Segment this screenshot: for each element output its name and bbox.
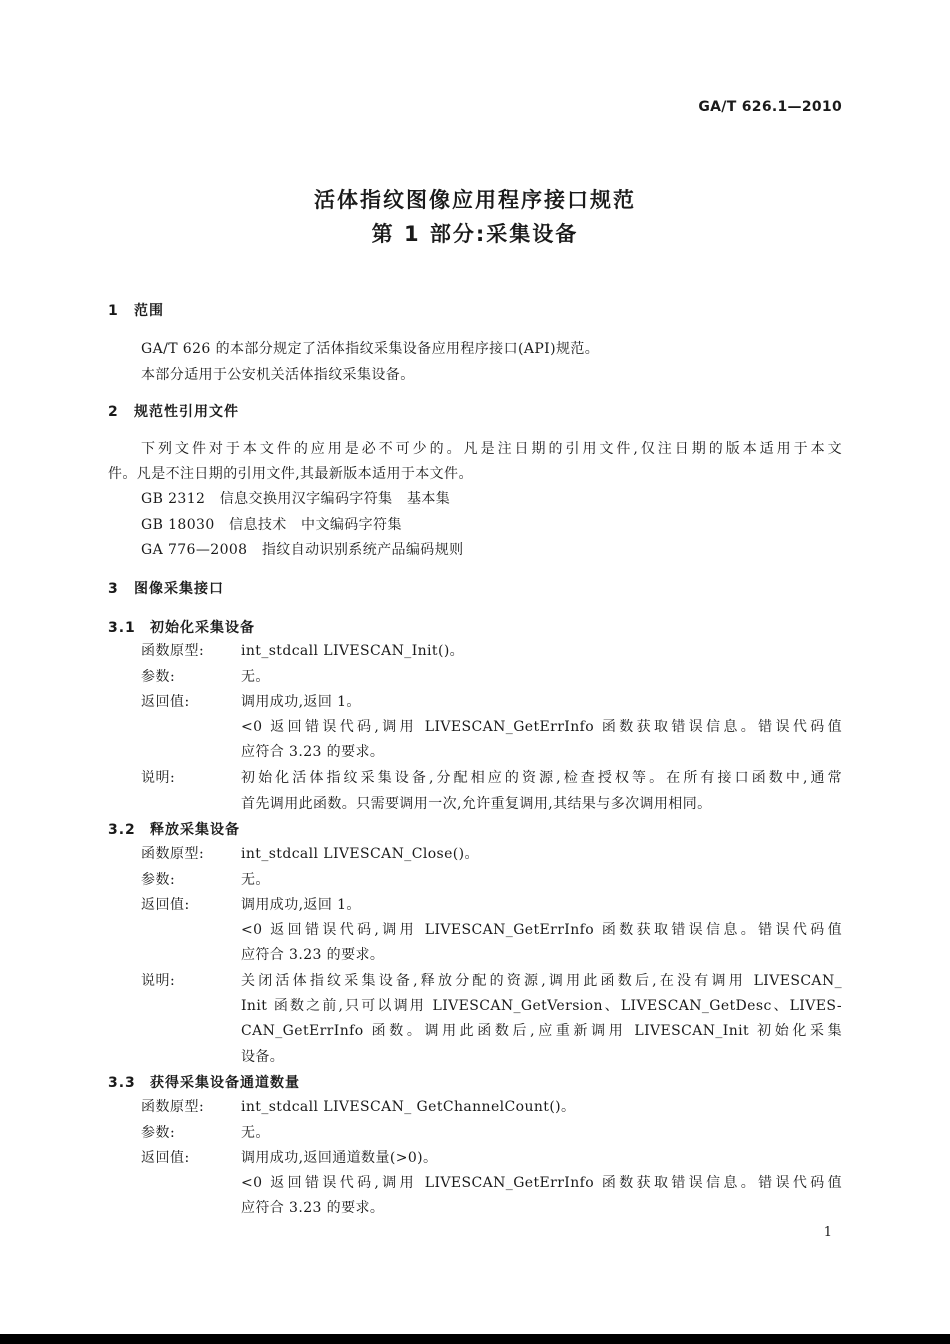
section-heading-2 <box>108 401 239 421</box>
page-bottom-border <box>0 1334 950 1344</box>
section-title: 图像采集接口 <box>134 581 224 597</box>
params-label: 参数: <box>141 669 176 685</box>
returns-label: 返回值: <box>141 1150 190 1166</box>
note-text: CAN_GetErrInfo 函数。调用此函数后,应重新调用 LIVESCAN_Init 初始化采集 <box>241 1023 842 1039</box>
returns-value: 调用成功,返回 1。 <box>241 897 361 913</box>
note-text: 设备。 <box>241 1049 285 1065</box>
document-title: 活体指纹图像应用程序接口规范 <box>314 188 636 212</box>
section-title: 释放采集设备 <box>150 822 240 838</box>
prototype-value: int_stdcall LIVESCAN_ GetChannelCount()。 <box>241 1099 576 1115</box>
params-value: 无。 <box>241 669 270 685</box>
section-heading-3 <box>108 578 224 598</box>
note-text: 关闭活体指纹采集设备,释放分配的资源,调用此函数后,在没有调用 LIVESCAN_ <box>241 973 842 989</box>
returns-value: <0 返回错误代码,调用 LIVESCAN_GetErrInfo 函数获取错误信息。错误代码值 <box>241 719 842 735</box>
standard-code: GA/T 626.1—2010 <box>698 99 842 115</box>
subsection-heading-3-1 <box>108 617 255 637</box>
section-title: 范围 <box>134 303 164 319</box>
prototype-label: 函数原型: <box>141 643 205 659</box>
note-label: 说明: <box>141 770 176 786</box>
page-number: 1 <box>823 1225 832 1240</box>
params-label: 参数: <box>141 1125 176 1141</box>
prototype-value: int_stdcall LIVESCAN_Init()。 <box>241 643 465 659</box>
note-text: 初始化活体指纹采集设备,分配相应的资源,检查授权等。在所有接口函数中,通常 <box>241 770 842 786</box>
returns-value: 应符合 3.23 的要求。 <box>241 947 385 963</box>
section-title: 获得采集设备通道数量 <box>150 1075 300 1091</box>
subsection-heading-3-2 <box>108 819 240 839</box>
reference-item: GA 776—2008 指纹自动识别系统产品编码规则 <box>141 542 464 558</box>
section-number: 2 <box>108 404 119 420</box>
params-value: 无。 <box>241 1125 270 1141</box>
note-text: 首先调用此函数。只需要调用一次,允许重复调用,其结果与多次调用相同。 <box>241 796 712 812</box>
prototype-value: int_stdcall LIVESCAN_Close()。 <box>241 846 479 862</box>
params-value: 无。 <box>241 872 270 888</box>
note-label: 说明: <box>141 973 176 989</box>
section-number: 3.1 <box>108 620 136 636</box>
section-title: 规范性引用文件 <box>134 404 239 420</box>
section-number: 3 <box>108 581 119 597</box>
reference-item: GB 2312 信息交换用汉字编码字符集 基本集 <box>141 491 451 507</box>
prototype-label: 函数原型: <box>141 1099 205 1115</box>
section-number: 3.2 <box>108 822 136 838</box>
section-heading-1 <box>108 300 164 320</box>
document-subtitle: 第 1 部分:采集设备 <box>371 222 579 246</box>
params-label: 参数: <box>141 872 176 888</box>
section-title: 初始化采集设备 <box>150 620 255 636</box>
returns-value: 调用成功,返回通道数量(>0)。 <box>241 1150 438 1166</box>
returns-label: 返回值: <box>141 897 190 913</box>
returns-value: <0 返回错误代码,调用 LIVESCAN_GetErrInfo 函数获取错误信息。错误代码值 <box>241 1175 842 1191</box>
paragraph: 本部分适用于公安机关活体指纹采集设备。 <box>141 367 415 383</box>
section-number: 3.3 <box>108 1075 136 1091</box>
note-text: Init 函数之前,只可以调用 LIVESCAN_GetVersion、LIVESCAN_GetDesc、LIVES- <box>241 998 842 1014</box>
paragraph-line: 下列文件对于本文件的应用是必不可少的。凡是注日期的引用文件,仅注日期的版本适用于本文 <box>141 441 842 457</box>
returns-value: 应符合 3.23 的要求。 <box>241 744 385 760</box>
returns-value: <0 返回错误代码,调用 LIVESCAN_GetErrInfo 函数获取错误信息。错误代码值 <box>241 922 842 938</box>
paragraph-line: 件。凡是不注日期的引用文件,其最新版本适用于本文件。 <box>108 466 473 482</box>
section-number: 1 <box>108 303 119 319</box>
returns-value: 调用成功,返回 1。 <box>241 694 361 710</box>
prototype-label: 函数原型: <box>141 846 205 862</box>
returns-label: 返回值: <box>141 694 190 710</box>
subsection-heading-3-3 <box>108 1072 300 1092</box>
paragraph: GA/T 626 的本部分规定了活体指纹采集设备应用程序接口(API)规范。 <box>141 341 600 357</box>
returns-value: 应符合 3.23 的要求。 <box>241 1200 385 1216</box>
reference-item: GB 18030 信息技术 中文编码字符集 <box>141 517 402 533</box>
